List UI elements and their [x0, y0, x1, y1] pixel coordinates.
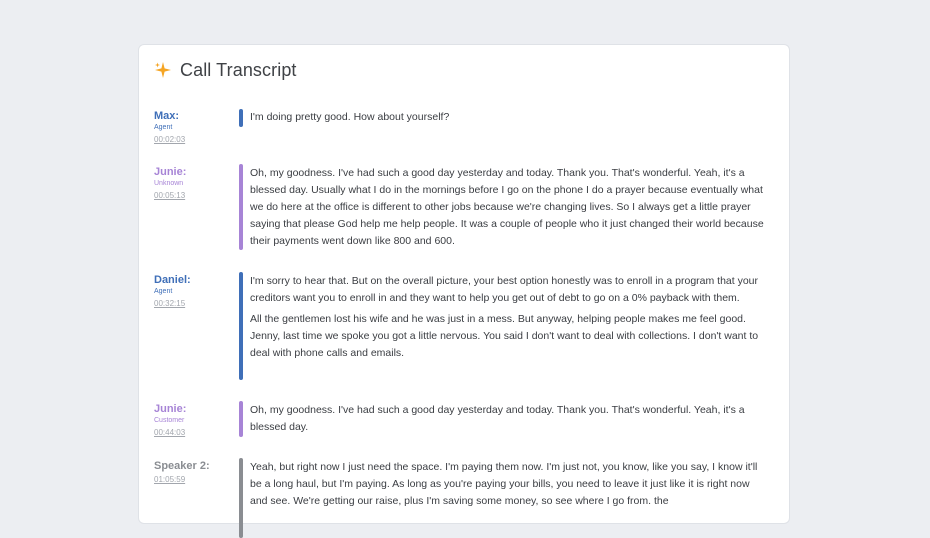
utterance-text: Yeah, but right now I just need the space. I'm paying them now. I'm just not, you know, like you say, I know it'll be a long haul, but I'm paying. As long as you're paying your bills, you need to leave it just like it is right now and see. We're getting our raise, plus I'm saving some money, so see where I go from. the: [250, 461, 758, 507]
transcript-entry: [154, 110, 774, 144]
transcript-entry: [154, 403, 774, 439]
transcript-entry: [154, 166, 774, 256]
speaker-role: Customer: [154, 417, 185, 424]
timestamp-link[interactable]: 00:02:03: [154, 135, 186, 144]
utterance-text: I'm doing pretty good. How about yourself?: [250, 111, 450, 123]
transcript-entry: [154, 460, 774, 530]
utterance-text: I'm sorry to hear that. But on the overall picture, your best option honestly was to enroll in a program that your creditors want you to enroll in and they want to help you get out of debt to go on a 0% payback with them.: [250, 275, 759, 304]
utterance: [250, 402, 765, 440]
speaker-info: [154, 460, 234, 485]
speaker-name: Max:: [154, 110, 180, 122]
speaker-info: [154, 110, 234, 145]
speaker-role: Agent: [154, 124, 173, 131]
utterance: [250, 109, 765, 130]
utterance-text: Oh, my goodness. I've had such a good day yesterday and today. Thank you. That's wonderful. Yeah, it's a blessed day.: [250, 404, 745, 433]
speaker-color-bar: [239, 272, 243, 380]
speaker-name: Junie:: [154, 403, 187, 415]
speaker-color-bar: [239, 458, 243, 538]
speaker-name: Junie:: [154, 166, 187, 178]
sparkle-icon: [154, 61, 172, 79]
speaker-name: Speaker 2:: [154, 460, 210, 472]
speaker-role: Agent: [154, 288, 173, 295]
speaker-info: [154, 166, 234, 201]
page-title: Call Transcript: [180, 59, 297, 80]
timestamp-link[interactable]: 00:32:15: [154, 299, 186, 308]
timestamp-link[interactable]: 01:05:59: [154, 475, 186, 484]
speaker-info: [154, 274, 234, 309]
timestamp-link[interactable]: 00:44:03: [154, 428, 186, 437]
utterance-text: All the gentlemen lost his wife and he was just in a mess. But anyway, helping people makes me feel good. Jenny, last time we spoke you got a little nervous. You said I don't want to deal with collections. I don't want to deal with phone calls and emails.: [250, 313, 759, 359]
utterance-text: Oh, my goodness. I've had such a good day yesterday and today. Thank you. That's wonderful. Yeah, it's a blessed day. Usually what I do in the mornings before I go on the phone I do a prayer because eventually what we do here at the office is different to other jobs because we're changing lives. So I always get a little prayer saying that please God help me help people. It was a couple of people who it just changed their world because their payments went down like 800 and 600.: [250, 167, 764, 247]
transcript-card: [138, 44, 790, 524]
transcript-entry: [154, 274, 774, 384]
utterance: [250, 273, 765, 366]
timestamp-link[interactable]: 00:05:13: [154, 191, 186, 200]
speaker-color-bar: [239, 109, 243, 127]
speaker-role: Unknown: [154, 180, 184, 187]
speaker-color-bar: [239, 401, 243, 437]
card-header: [154, 59, 297, 81]
utterance: [250, 165, 765, 254]
speaker-color-bar: [239, 164, 243, 250]
speaker-name: Daniel:: [154, 274, 191, 286]
speaker-info: [154, 403, 234, 438]
utterance: [250, 459, 765, 514]
